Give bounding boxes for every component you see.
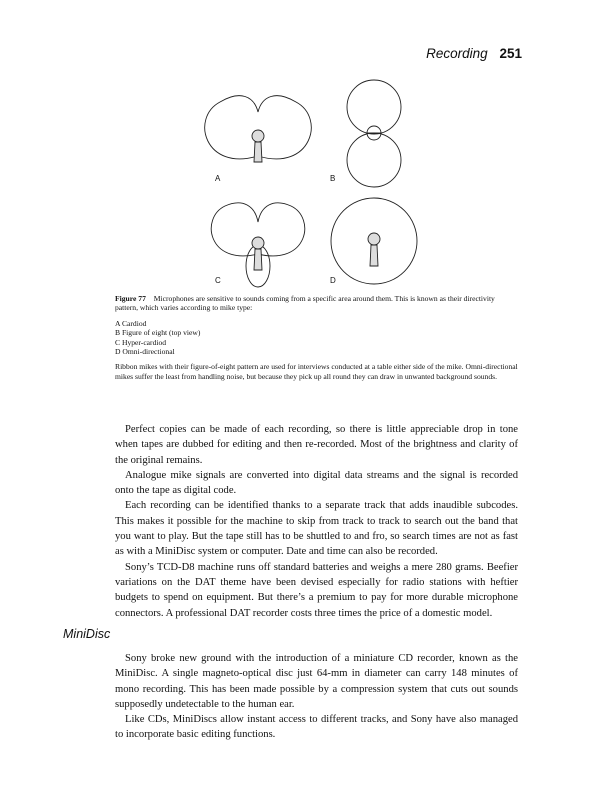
paragraph: Sony’s TCD-D8 machine runs off standard batteries and weighs a mere 280 grams. Beefier variations on the DAT theme have been devised especially for radio stations with heftier budgets to spend on equipment. But there’s a premium to pay for more durable microphone connectors. A professional DAT recorder costs three times the price of a domestic model. (115, 561, 518, 619)
panel-label-b: B (330, 174, 336, 183)
figure-number: Figure 77 (115, 294, 146, 303)
mic-head (252, 130, 264, 142)
running-header-section: Recording (426, 46, 488, 61)
paragraph: Each recording can be identified thanks to a separate track that adds inaudible subcodes. This makes it possible for the machine to skip from track to track to search out the band that you want to play. But the tape still has to be shuttled to and fro, so search times are not as fast as with a MiniDisc system or computer. Date and time can also be recorded. (115, 500, 518, 558)
panel-label-a: A (215, 174, 221, 183)
lobe-bottom (347, 133, 401, 187)
page-number: 251 (499, 46, 522, 61)
mike-type-list (115, 319, 518, 357)
mic-body (370, 245, 378, 266)
paragraph: Sony broke new ground with the introduction of a miniature CD recorder, known as the MiniDisc. A single magneto-optical disc just 64-mm in diameter can carry 148 minutes of mono recording. This has been made possible by a compression system that cuts out sounds supposedly undetectable to the human ear. (115, 653, 518, 710)
paragraph: Analogue mike signals are converted into digital data streams and the signal is recorded onto the tape as digital code. (115, 469, 518, 497)
hyper-cardioid-diagram (211, 203, 304, 287)
caption-note: Ribbon mikes with their figure-of-eight pattern are used for interviews conducted at a table either side of the mike. Omni-directional mikes suffer the least from handling noise, but because they pick up all round they can draw in unwanted background sounds. (115, 362, 518, 381)
mic-body (254, 249, 262, 270)
body-text (115, 422, 518, 621)
mic-body (254, 142, 262, 162)
figure-caption (115, 294, 518, 387)
panel-label-c: C (215, 276, 221, 285)
caption-intro (115, 294, 518, 313)
cardioid-diagram (205, 96, 312, 162)
figure-of-eight-diagram (347, 80, 401, 187)
mic-head (252, 237, 264, 249)
caption-intro-text: Microphones are sensitive to sounds coming from a specific area around them. This is known as their directivity pattern, which varies according to mike type: (115, 294, 495, 313)
paragraph: Perfect copies can be made of each recording, so there is little appreciable drop in tone when tapes are dubbed for editing and then re-recorded. Most of the brightness and clarity of the original remains. (115, 424, 518, 466)
paragraph: Like CDs, MiniDiscs allow instant access to different tracks, and Sony have also managed to incorporate basic editing functions. (115, 714, 518, 741)
mike-type-item: B Figure of eight (top view) (115, 328, 201, 338)
omni-directional-diagram (331, 198, 417, 284)
mike-type-item: A Cardiod (115, 318, 147, 328)
section-heading: MiniDisc (63, 627, 111, 641)
mike-type-item: C Hyper-cardiod (115, 337, 167, 347)
minidisc-body-text (115, 651, 518, 743)
mike-type-item: D Omni-directional (115, 347, 175, 357)
directivity-figure (0, 0, 616, 300)
panel-label-d: D (330, 276, 336, 285)
mic-head (368, 233, 380, 245)
